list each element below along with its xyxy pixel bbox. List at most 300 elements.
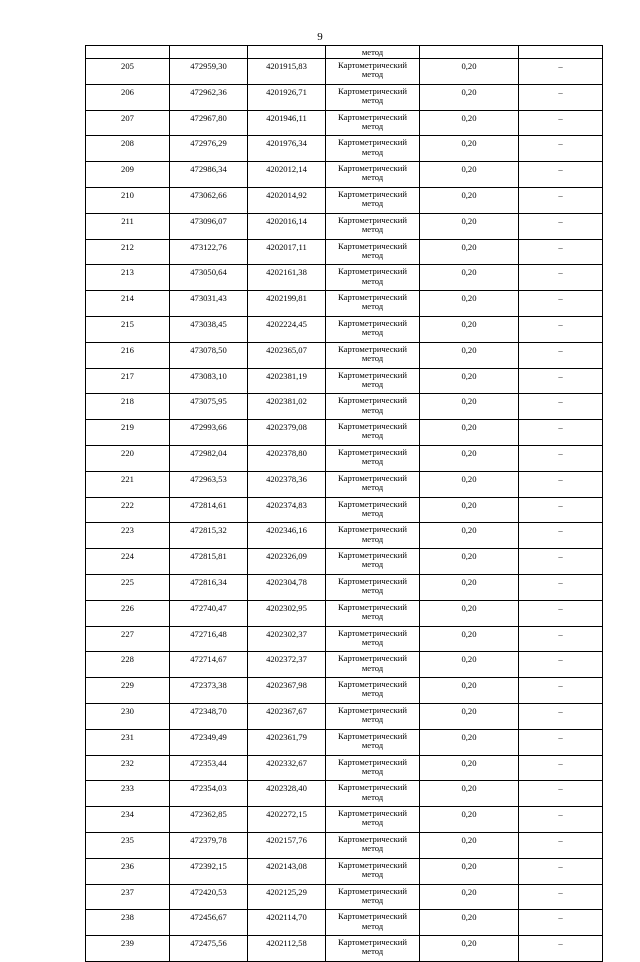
cell-point-number: 236 [86, 858, 170, 884]
method-line: Картометрический [338, 833, 407, 844]
method-line: метод [361, 662, 384, 673]
cell-point-number: 222 [86, 497, 170, 523]
cell-accuracy: 0,20 [420, 703, 519, 729]
cell-y [248, 46, 326, 59]
cell-x: 473038,45 [170, 316, 248, 342]
table-row [86, 445, 603, 471]
method-line: Картометрический [338, 627, 407, 638]
cell-x: 472815,81 [170, 549, 248, 575]
table-row [86, 59, 603, 85]
method-line: Картометрический [338, 137, 407, 148]
cell-note: – [519, 884, 603, 910]
method-line: Картометрический [338, 111, 407, 122]
cell-x: 472982,04 [170, 445, 248, 471]
cell-accuracy: 0,20 [420, 574, 519, 600]
method-line: Картометрический [338, 679, 407, 690]
cell-accuracy: 0,20 [420, 59, 519, 85]
cell-accuracy: 0,20 [420, 600, 519, 626]
cell-y: 4202381,02 [248, 394, 326, 420]
method-line: метод [361, 636, 384, 647]
cell-accuracy: 0,20 [420, 858, 519, 884]
method-line: метод [361, 275, 384, 286]
cell-y: 4202272,15 [248, 807, 326, 833]
cell-method [326, 265, 420, 291]
method-line: метод [361, 430, 384, 441]
cell-x: 473083,10 [170, 368, 248, 394]
method-line: Картометрический [338, 756, 407, 767]
cell-method [326, 549, 420, 575]
method-line: метод [361, 404, 384, 415]
cell-note: – [519, 858, 603, 884]
method-line: метод [361, 120, 384, 131]
method-line: Картометрический [338, 266, 407, 277]
cell-x: 472814,61 [170, 497, 248, 523]
cell-method [326, 781, 420, 807]
cell-note: – [519, 910, 603, 936]
cell-y: 4202365,07 [248, 342, 326, 368]
cell-note: – [519, 729, 603, 755]
cell-method [326, 523, 420, 549]
method-line: метод [361, 791, 384, 802]
method-line: метод [361, 456, 384, 467]
cell-x: 472362,85 [170, 807, 248, 833]
cell-accuracy: 0,20 [420, 781, 519, 807]
cell-note: – [519, 626, 603, 652]
cell-method [326, 110, 420, 136]
cell-x: 472373,38 [170, 678, 248, 704]
method-line: метод [361, 946, 384, 957]
cell-x: 472348,70 [170, 703, 248, 729]
cell-method [326, 729, 420, 755]
cell-x: 472815,32 [170, 523, 248, 549]
table-row [86, 574, 603, 600]
cell-point-number: 231 [86, 729, 170, 755]
cell-point-number: 215 [86, 316, 170, 342]
cell-point-number: 210 [86, 187, 170, 213]
cell-accuracy: 0,20 [420, 807, 519, 833]
continuation-row [86, 46, 603, 59]
cell-accuracy: 0,20 [420, 213, 519, 239]
method-line: метод [361, 533, 384, 544]
method-line: Картометрический [338, 498, 407, 509]
cell-note: – [519, 600, 603, 626]
cell-accuracy: 0,20 [420, 394, 519, 420]
method-line: Картометрический [338, 550, 407, 561]
cell-x: 472392,15 [170, 858, 248, 884]
cell-accuracy: 0,20 [420, 265, 519, 291]
cell-x: 473031,43 [170, 291, 248, 317]
table-row [86, 420, 603, 446]
table-row [86, 549, 603, 575]
table-row [86, 626, 603, 652]
cell-y: 4202302,37 [248, 626, 326, 652]
table-row [86, 84, 603, 110]
cell-y: 4202374,83 [248, 497, 326, 523]
method-line: метод [361, 327, 384, 338]
cell-note: – [519, 574, 603, 600]
cell-x: 472716,48 [170, 626, 248, 652]
cell-point-number: 219 [86, 420, 170, 446]
method-line: Картометрический [338, 317, 407, 328]
method-line: Картометрический [338, 601, 407, 612]
cell-y: 4202326,09 [248, 549, 326, 575]
cell-point-number: 205 [86, 59, 170, 85]
cell-point-number: 227 [86, 626, 170, 652]
cell-point-number: 208 [86, 136, 170, 162]
method-line: метод [361, 585, 384, 596]
cell-x: 472353,44 [170, 755, 248, 781]
table-row [86, 523, 603, 549]
cell-y: 4202361,79 [248, 729, 326, 755]
cell-y: 4202302,95 [248, 600, 326, 626]
method-line: метод [361, 610, 384, 621]
cell-x: 472976,29 [170, 136, 248, 162]
cell-accuracy: 0,20 [420, 84, 519, 110]
cell-method [326, 187, 420, 213]
cell-x: 472967,80 [170, 110, 248, 136]
cell-note: – [519, 84, 603, 110]
cell-y: 4202372,37 [248, 652, 326, 678]
cell-accuracy: 0,20 [420, 910, 519, 936]
cell-point-number: 224 [86, 549, 170, 575]
cell-note: – [519, 342, 603, 368]
table-row [86, 703, 603, 729]
method-line: Картометрический [338, 885, 407, 896]
method-line: Картометрический [338, 446, 407, 457]
cell-y: 4202381,19 [248, 368, 326, 394]
method-line: метод [361, 868, 384, 879]
cell-method [326, 600, 420, 626]
cell-point-number: 213 [86, 265, 170, 291]
table-row [86, 652, 603, 678]
cell-accuracy: 0,20 [420, 549, 519, 575]
cell-point-number: 226 [86, 600, 170, 626]
cell-y: 4202014,92 [248, 187, 326, 213]
table-row [86, 678, 603, 704]
method-line: метод [361, 894, 384, 905]
table-row [86, 291, 603, 317]
method-line: Картометрический [338, 730, 407, 741]
method-line: Картометрический [338, 188, 407, 199]
table-row [86, 342, 603, 368]
cell-note: – [519, 136, 603, 162]
cell-point-number: 232 [86, 755, 170, 781]
cell-y: 4202017,11 [248, 239, 326, 265]
cell-x: 473062,66 [170, 187, 248, 213]
cell-point-number: 206 [86, 84, 170, 110]
cell-accuracy: 0,20 [420, 832, 519, 858]
cell-method [326, 59, 420, 85]
cell-x: 473096,07 [170, 213, 248, 239]
method-line: метод [361, 559, 384, 570]
cell-note: – [519, 291, 603, 317]
method-line: метод [361, 95, 384, 105]
cell-method [326, 858, 420, 884]
method-line: метод [361, 765, 384, 776]
cell-x: 472993,66 [170, 420, 248, 446]
method-line: Картометрический [338, 214, 407, 225]
cell-note: – [519, 755, 603, 781]
cell-y: 4202378,80 [248, 445, 326, 471]
method-line: метод [361, 172, 384, 183]
cell-point-number: 216 [86, 342, 170, 368]
cell-y: 4202125,29 [248, 884, 326, 910]
cell-method [326, 574, 420, 600]
table-row [86, 471, 603, 497]
method-line: Картометрический [338, 292, 407, 303]
table-row [86, 807, 603, 833]
method-line: Картометрический [338, 421, 407, 432]
cell-accuracy: 0,20 [420, 652, 519, 678]
cell-note: – [519, 807, 603, 833]
cell-y: 4201926,71 [248, 84, 326, 110]
cell-x: 473050,64 [170, 265, 248, 291]
cell-method [326, 420, 420, 446]
cell-x: 472420,53 [170, 884, 248, 910]
cell-point-number: 234 [86, 807, 170, 833]
cell-point-number: 217 [86, 368, 170, 394]
cell-accuracy: 0,20 [420, 755, 519, 781]
cell-method [326, 471, 420, 497]
table-row [86, 600, 603, 626]
table-row [86, 781, 603, 807]
cell-note: – [519, 368, 603, 394]
method-line: Картометрический [338, 575, 407, 586]
cell-x [170, 46, 248, 59]
method-line: Картометрический [338, 472, 407, 483]
method-line: Картометрический [338, 937, 407, 948]
cell-point-number: 230 [86, 703, 170, 729]
cell-y: 4202332,67 [248, 755, 326, 781]
cell-note: – [519, 162, 603, 188]
cell-y: 4202157,76 [248, 832, 326, 858]
cell-y: 4202143,08 [248, 858, 326, 884]
cell-method [326, 84, 420, 110]
cell-accuracy: 0,20 [420, 187, 519, 213]
cell-point-number: 212 [86, 239, 170, 265]
method-line: метод [361, 920, 384, 931]
cell-note: – [519, 832, 603, 858]
cell-y: 4201976,34 [248, 136, 326, 162]
cell-x: 473075,95 [170, 394, 248, 420]
cell-point-number: 223 [86, 523, 170, 549]
cell-method [326, 394, 420, 420]
method-line: метод [361, 69, 384, 80]
cell-note [519, 46, 603, 59]
table-row [86, 368, 603, 394]
cell-accuracy: 0,20 [420, 239, 519, 265]
table-row [86, 832, 603, 858]
method-line: Картометрический [338, 343, 407, 354]
cell-point-number [86, 46, 170, 59]
cell-x: 472379,78 [170, 832, 248, 858]
cell-x: 472963,53 [170, 471, 248, 497]
cell-note: – [519, 316, 603, 342]
cell-accuracy: 0,20 [420, 136, 519, 162]
method-line: Картометрический [338, 240, 407, 251]
method-line: Картометрический [338, 369, 407, 380]
method-line: Картометрический [338, 524, 407, 535]
cell-method [326, 162, 420, 188]
cell-y: 4202367,98 [248, 678, 326, 704]
table-row [86, 729, 603, 755]
cell-note: – [519, 471, 603, 497]
cell-x: 472959,30 [170, 59, 248, 85]
method-line: Картометрический [338, 60, 407, 70]
method-line: метод [361, 481, 384, 492]
method-line: метод [361, 378, 384, 389]
cell-note: – [519, 59, 603, 85]
cell-point-number: 228 [86, 652, 170, 678]
method-line: метод [361, 688, 384, 699]
method-line: метод [361, 352, 384, 363]
cell-y: 4202367,67 [248, 703, 326, 729]
cell-x: 472354,03 [170, 781, 248, 807]
cell-accuracy: 0,20 [420, 342, 519, 368]
cell-accuracy: 0,20 [420, 729, 519, 755]
cell-note: – [519, 523, 603, 549]
table-row [86, 394, 603, 420]
cell-y: 4202012,14 [248, 162, 326, 188]
cell-point-number: 233 [86, 781, 170, 807]
cell-point-number: 238 [86, 910, 170, 936]
cell-note: – [519, 445, 603, 471]
table-row [86, 187, 603, 213]
cell-y: 4202114,70 [248, 910, 326, 936]
cell-note: – [519, 678, 603, 704]
cell-note: – [519, 781, 603, 807]
cell-method [326, 445, 420, 471]
cell-x: 472986,34 [170, 162, 248, 188]
table-row [86, 110, 603, 136]
cell-point-number: 207 [86, 110, 170, 136]
cell-point-number: 239 [86, 936, 170, 962]
table-row [86, 162, 603, 188]
method-line: метод [361, 223, 384, 234]
cell-point-number: 214 [86, 291, 170, 317]
cell-y: 4202224,45 [248, 316, 326, 342]
method-line: Картометрический [338, 782, 407, 793]
cell-method [326, 832, 420, 858]
cell-method [326, 652, 420, 678]
method-line: Картометрический [338, 859, 407, 870]
cell-note: – [519, 497, 603, 523]
cell-method [326, 755, 420, 781]
cell-method [326, 703, 420, 729]
cell-y: 4201915,83 [248, 59, 326, 85]
method-line: Картометрический [338, 85, 407, 96]
cell-point-number: 225 [86, 574, 170, 600]
cell-accuracy: 0,20 [420, 420, 519, 446]
cell-method [326, 213, 420, 239]
cell-point-number: 209 [86, 162, 170, 188]
cell-x: 472714,67 [170, 652, 248, 678]
table-row [86, 265, 603, 291]
cell-accuracy: 0,20 [420, 471, 519, 497]
cell-method [326, 316, 420, 342]
table-body [86, 46, 603, 962]
cell-method [326, 291, 420, 317]
cell-method: метод [326, 46, 420, 59]
cell-method [326, 884, 420, 910]
method-line: Картометрический [338, 653, 407, 664]
cell-accuracy: 0,20 [420, 445, 519, 471]
cell-note: – [519, 213, 603, 239]
cell-accuracy: 0,20 [420, 110, 519, 136]
cell-point-number: 220 [86, 445, 170, 471]
cell-note: – [519, 549, 603, 575]
cell-method [326, 678, 420, 704]
method-line: метод [361, 301, 384, 312]
cell-y: 4202112,58 [248, 936, 326, 962]
cell-point-number: 237 [86, 884, 170, 910]
method-line: Картометрический [338, 911, 407, 922]
method-line: метод [361, 817, 384, 828]
cell-y: 4202304,78 [248, 574, 326, 600]
cell-point-number: 211 [86, 213, 170, 239]
cell-x: 473122,76 [170, 239, 248, 265]
table-row [86, 316, 603, 342]
cell-y: 4202161,38 [248, 265, 326, 291]
cell-accuracy: 0,20 [420, 523, 519, 549]
cell-note: – [519, 239, 603, 265]
cell-y: 4202016,14 [248, 213, 326, 239]
cell-y: 4202328,40 [248, 781, 326, 807]
method-line: метод [361, 507, 384, 518]
cell-note: – [519, 936, 603, 962]
cell-accuracy: 0,20 [420, 678, 519, 704]
cell-method [326, 910, 420, 936]
method-line: метод [361, 739, 384, 750]
cell-accuracy: 0,20 [420, 316, 519, 342]
table-row [86, 136, 603, 162]
cell-y: 4202346,16 [248, 523, 326, 549]
cell-accuracy: 0,20 [420, 884, 519, 910]
table-row [86, 497, 603, 523]
method-line: метод [361, 146, 384, 157]
method-line: метод [361, 714, 384, 725]
method-line: метод [361, 198, 384, 209]
cell-y: 4202199,81 [248, 291, 326, 317]
cell-x: 472962,36 [170, 84, 248, 110]
cell-note: – [519, 420, 603, 446]
cell-x: 472456,67 [170, 910, 248, 936]
method-line: Картометрический [338, 395, 407, 406]
coordinates-table [85, 45, 603, 962]
cell-x: 472740,47 [170, 600, 248, 626]
cell-method [326, 342, 420, 368]
cell-method [326, 626, 420, 652]
cell-y: 4202378,36 [248, 471, 326, 497]
cell-note: – [519, 110, 603, 136]
cell-accuracy: 0,20 [420, 368, 519, 394]
cell-x: 472475,56 [170, 936, 248, 962]
cell-x: 473078,50 [170, 342, 248, 368]
table-row [86, 213, 603, 239]
method-line: Картометрический [338, 163, 407, 174]
cell-note: – [519, 394, 603, 420]
cell-accuracy: 0,20 [420, 497, 519, 523]
cell-accuracy [420, 46, 519, 59]
cell-accuracy: 0,20 [420, 162, 519, 188]
table-row [86, 858, 603, 884]
page-number: 9 [317, 31, 323, 43]
method-line: метод [361, 843, 384, 854]
table-row [86, 910, 603, 936]
cell-note: – [519, 652, 603, 678]
cell-note: – [519, 265, 603, 291]
cell-y: 4201946,11 [248, 110, 326, 136]
